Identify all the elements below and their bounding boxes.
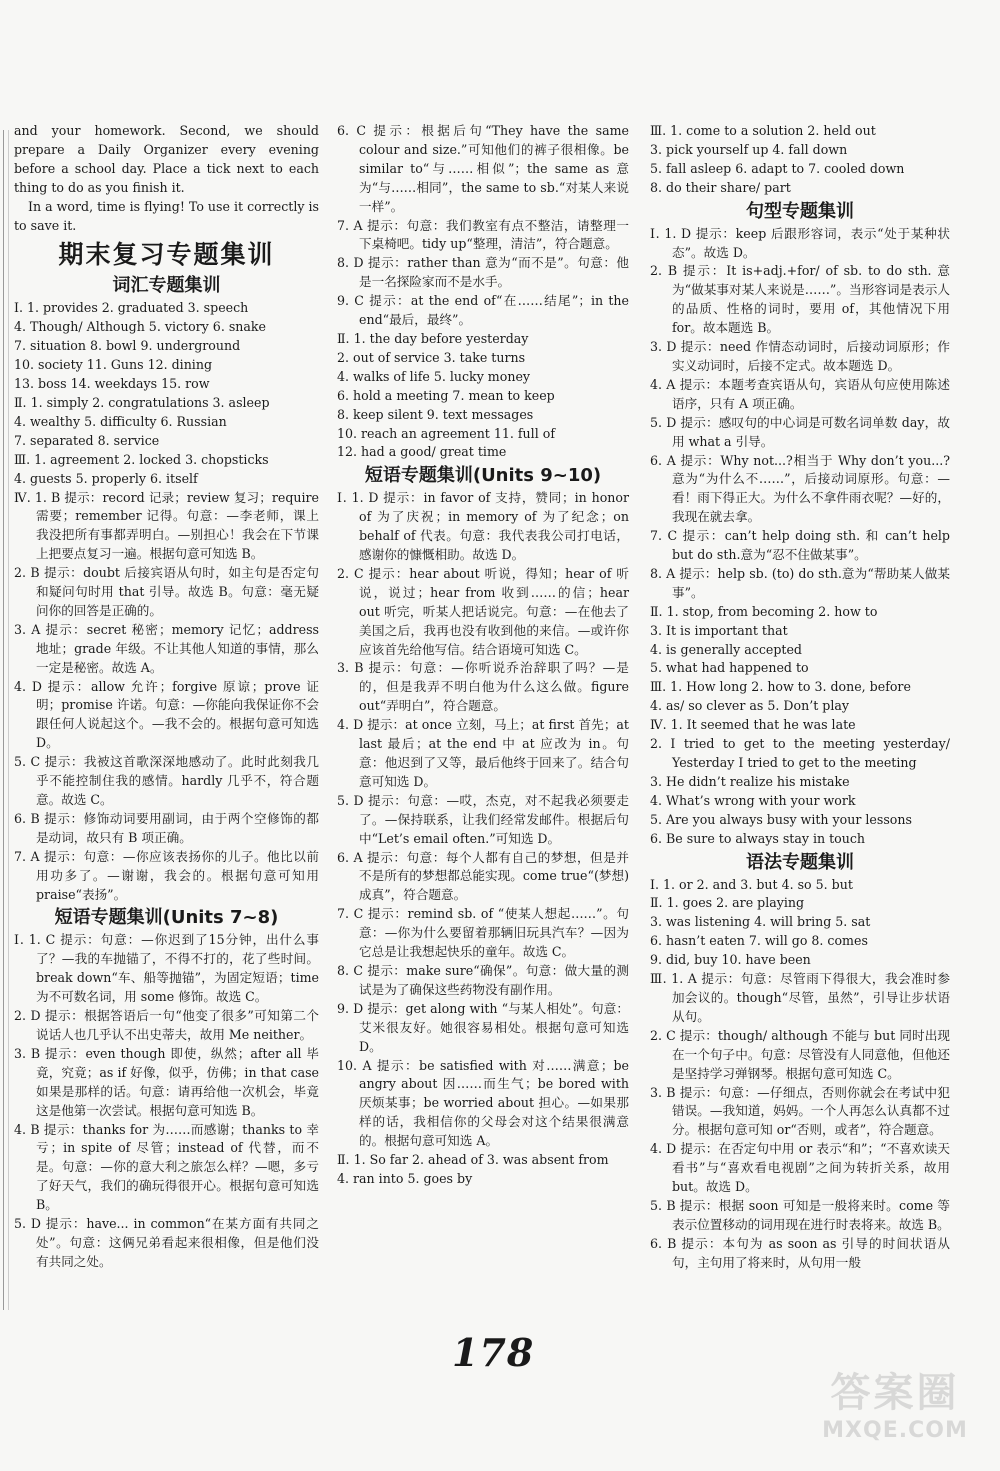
- answer-line: Ⅱ. 1. goes 2. are playing: [650, 895, 805, 911]
- answer-explanation: 2. B 提示：doubt 后接宾语从句时，如主句是否定句和疑问句时用 that 引导。故选 B。句意：毫无疑问你的回答是正确的。: [14, 565, 319, 618]
- answer-line: 5. what had happened to: [650, 660, 809, 676]
- answer-line: 8. do their share/ part: [650, 179, 791, 195]
- watermark-top-text: 答案圈: [830, 1370, 960, 1416]
- vocab-answer-list: [14, 299, 319, 488]
- phrase-78-answer-list: [337, 330, 629, 462]
- answer-line: Ⅲ. 1. How long 2. how to 3. done, before: [650, 679, 911, 695]
- answer-explanation: 6. B 提示：本句为 as soon as 引导的时间状语从句，主句用了将来时，从句用一般: [650, 1235, 950, 1270]
- answer-line: 6. hasn’t eaten 7. will go 8. comes: [650, 933, 868, 949]
- phrase-78-explanations-cont: [337, 122, 629, 330]
- answer-line: Ⅰ. 1. provides 2. graduated 3. speech: [14, 300, 249, 316]
- answer-explanation: Ⅲ. 1. A 提示：句意：尽管雨下得很大，我会准时参加会议的。though“尽管，虽然”，引导让步状语从句。: [650, 971, 950, 1024]
- answer-line: Ⅲ. 1. agreement 2. locked 3. chopsticks: [14, 451, 269, 467]
- column-middle: [337, 122, 629, 1189]
- watermark-logo: [810, 1361, 980, 1453]
- answer-line: Ⅱ. 1. the day before yesterday: [337, 330, 529, 346]
- phrase-78-explanations: [14, 931, 319, 1271]
- answer-explanation: Ⅰ. 1. C 提示：句意：—你迟到了15分钟，出什么事了？—我的车抛锚了，不得不打的，花了些时间。break down“车、船等抛锚”，为固定短语；time 为不可数名词，用 some 修饰。故选 C。: [14, 932, 319, 1005]
- section-title-grammar: 语法专题集训: [746, 851, 854, 873]
- answer-line: Ⅱ. 1. So far 2. ahead of 3. was absent from: [337, 1152, 609, 1168]
- section-title-sentence: 句型专题集训: [746, 200, 854, 222]
- answer-line: 10. reach an agreement 11. full of: [337, 425, 555, 441]
- grammar-explanations: [650, 970, 950, 1273]
- answer-line: 6. hold a meeting 7. mean to keep: [337, 387, 555, 403]
- answer-line: 4. What’s wrong with your work: [650, 792, 856, 808]
- answer-line: Ⅱ. 1. stop, from becoming 2. how to: [650, 603, 878, 619]
- binding-edge-line: [3, 130, 4, 1310]
- page-number: 178: [452, 1330, 535, 1375]
- answer-explanation: 2. B 提示：It is+adj.+for/ of sb. to do sth. 意为“做某事对某人来说是……”。当形容词是表示人的品质、性格的词时，要用 of，其他情况下用 for。故本题选 B。: [650, 263, 950, 336]
- column-right: [650, 122, 950, 1273]
- section-title-vocab: 词汇专题集训: [112, 275, 221, 297]
- answer-line: 3. It is important that: [650, 622, 788, 638]
- answer-line: 12. had a good/ great time: [337, 444, 507, 460]
- answer-explanation: 7. A 提示：句意：—你应该表扬你的儿子。他比以前用功多了。—谢谢，我会的。根据句意可知用 praise“表扬”。: [14, 848, 319, 902]
- answer-explanation: 3. B 提示：句意：—仔细点，否则你就会在考试中犯错误。—我知道，妈妈。一个人再怎么认真都不过分。根据句意可知 or“否则，或者”，符合题意。: [650, 1084, 950, 1138]
- answer-line: 7. situation 8. bowl 9. underground: [14, 338, 241, 354]
- answer-line: 10. society 11. Guns 12. dining: [14, 357, 213, 373]
- answer-line: 2. out of service 3. take turns: [337, 349, 526, 365]
- answer-explanation: 2. C 提示：though/ although 不能与 but 同时出现在一个句子中。句意：尽管没有人同意他，但他还是坚持学习弹钢琴。根据句意可知选 C。: [650, 1027, 950, 1081]
- answer-line: Ⅰ. 1. or 2. and 3. but 4. so 5. but: [650, 876, 853, 892]
- answer-line: Ⅳ. 1. It seemed that he was late: [650, 717, 856, 733]
- answer-explanation: 2. D 提示：根据答语后一句“他变了很多”可知第二个说话人也几乎认不出史蒂夫，故用 Me neither。: [14, 1008, 319, 1042]
- answer-line: 5. fall asleep 6. adapt to 7. cooled down: [650, 160, 905, 176]
- column-left: [14, 122, 319, 1272]
- answer-explanation: 5. C 提示：我被这首歌深深地感动了。此时此刻我几乎不能控制住我的感情。hardly 几乎不，符合题意。故选 C。: [14, 754, 319, 807]
- answer-explanation: 3. D 提示：need 作情态动词时，后接动词原形；作实义动词时，后接不定式。故本题选 D。: [650, 339, 950, 373]
- answer-line: Ⅲ. 1. come to a solution 2. held out: [650, 123, 876, 138]
- answer-explanation: Ⅳ. 1. B 提示：record 记录；review 复习；require 需要；remember 记得。句意：—李老师，课上我没把所有事都弄明白。—别担心！我会在下节课上把要点复习一遍。根据句意可知选 B。: [14, 489, 319, 562]
- answer-explanation: 4. D 提示：在否定句中用 or 表示“和”；“不喜欢读天看书”与“喜欢看电视剧”之间为转折关系，故用 but。故选 D。: [650, 1141, 950, 1195]
- answer-line: 6. Be sure to always stay in touch: [650, 830, 866, 846]
- answer-line: 8. keep silent 9. text messages: [337, 406, 534, 422]
- answer-explanation: 6. A 提示：句意：每个人都有自己的梦想，但是并不是所有的梦想都总能实现。come true“(梦想)成真”，符合题意。: [337, 849, 629, 903]
- answer-explanation: 3. A 提示：secret 秘密；memory 记忆；address 地址；grade 年级。不让其他人知道的事情，那么一定是秘密。故选 A。: [14, 621, 319, 675]
- answer-line: 4. ran into 5. goes by: [337, 1170, 473, 1186]
- answer-explanation: 4. B 提示：thanks for 为……而感谢；thanks to 幸亏；in spite of 尽管；instead of 代替，而不是。句意：—你的意大利之旅怎么样？—嗯，多亏了好天气，我们的确玩得很开心。根据句意可知选 B。: [14, 1121, 319, 1213]
- answer-explanation: 4. D 提示：at once 立刻，马上；at first 首先；at last 最后；at the end 中 at 应改为 in。句意：他迟到了又等，最后他终于回来了。结合句意可知选 D。: [337, 717, 629, 789]
- phrase-910-answer-list: [337, 1151, 629, 1189]
- answer-line: 7. separated 8. service: [14, 432, 160, 448]
- answer-explanation: Ⅰ. 1. D 提示：keep 后跟形容词，表示“处于某种状态”。故选 D。: [650, 225, 950, 260]
- answer-explanation: 10. A 提示：be satisfied with 对……满意；be angry about 因……而生气；be bored with 厌烦某事；be worried about 担心。—如果那样的话，我相信你的父母会对这个结果很满意的。根据句意可知选 A。: [337, 1057, 629, 1149]
- answer-line: 4. wealthy 5. difficulty 6. Russian: [14, 413, 227, 429]
- answer-explanation: 6. C 提示：根据后句“They have the same colour and size.”可知他们的裤子很相像。be similar to“与……相似”；the same as 意为“与……相同”，the same to sb.“对某人来说一样”。: [337, 123, 629, 214]
- answer-explanation: 6. B 提示：修饰动词要用副词，由于两个空修饰的都是动词，故只有 B 项正确。: [14, 810, 319, 845]
- answer-line: 4. is generally accepted: [650, 641, 802, 657]
- section-title-phrase-units-9-10: 短语专题集训(Units 9~10): [364, 465, 602, 487]
- main-title: 期末复习专题集训: [58, 240, 275, 270]
- answer-line: 9. did, buy 10. have been: [650, 952, 811, 968]
- answer-explanation: 5. B 提示：根据 soon 可知是一般将来时。come 等表示位置移动的词用现在进行时表将来。故选 B。: [650, 1197, 950, 1232]
- intro-paragraph: and your homework. Second, we should prepare a Daily Organizer every evening before a school day. Place a tick next to each thing to do as you finish it.: [14, 123, 319, 195]
- section-title-phrase-units-7-8: 短语专题集训(Units 7~8): [54, 907, 279, 929]
- answer-explanation: Ⅰ. 1. D 提示：in favor of 支持，赞同；in honor of 为了庆祝；in memory of 为了纪念；on behalf of 代表。句意：我代表我公司打电话，感谢你的慷慨相助。故选 D。: [337, 490, 629, 563]
- answer-line: 2. I tried to get to the meeting yesterday/ Yesterday I tried to get to the meeting: [650, 736, 950, 770]
- answer-line: 4. guests 5. properly 6. itself: [14, 470, 198, 486]
- binding-edge-line-inner: [8, 130, 9, 1310]
- sentence-answer-list: [650, 603, 950, 849]
- answer-explanation: 8. C 提示：make sure“确保”。句意：做大量的测试是为了确保这些药物没有副作用。: [337, 962, 629, 997]
- watermark-bottom-text: MXQE.COM: [822, 1418, 968, 1443]
- answer-line: 3. was listening 4. will bring 5. sat: [650, 914, 871, 930]
- answer-explanation: 8. D 提示：rather than 意为“而不是”。句意：他是一名探险家而不是水手。: [337, 255, 629, 290]
- answer-explanation: 4. D 提示：allow 允许；forgive 原谅；prove 证明；promise 许诺。句意：—你能向我保证你不会跟任何人说起这个。—我不会的。根据句意可知选 D。: [14, 678, 319, 751]
- vocab-explanations: [14, 489, 319, 905]
- answer-explanation: 3. B 提示：句意：—你听说乔治辞职了吗？—是的，但是我弄不明白他为什么这么做。figure out“弄明白”，符合题意。: [337, 660, 629, 714]
- answer-line: 5. Are you always busy with your lessons: [650, 811, 912, 827]
- sentence-explanations: [650, 225, 950, 603]
- answer-explanation: 5. D 提示：感叹句的中心词是可数名词单数 day，故用 what a 引导。: [650, 414, 950, 449]
- answer-line: 13. boss 14. weekdays 15. row: [14, 376, 210, 392]
- answer-explanation: 9. D 提示：get along with “与某人相处”。句意：艾米很友好。她很容易相处。根据句意可知选 D。: [337, 1000, 629, 1054]
- answer-line: 4. as/ so clever as 5. Don’t play: [650, 698, 849, 714]
- answer-explanation: 4. A 提示：本题考查宾语从句，宾语从句应使用陈述语序，只有 A 项正确。: [650, 376, 950, 411]
- answer-explanation: 3. B 提示：even though 即使，纵然；after all 毕竟，究竟；as if 好像，似乎，仿佛；in that case 如果是那样的话。句意：请再给他一次机会，毕竟这是他第一次尝试。根据句意可知选 B。: [14, 1045, 319, 1118]
- answer-explanation: 7. C 提示：remind sb. of “使某人想起……”。句意：—你为什么要留着那辆旧玩具汽车？—因为它总是让我想起快乐的童年。故选 C。: [337, 906, 629, 960]
- intro-paragraph: In a word, time is flying! To use it correctly is to save it.: [14, 198, 319, 233]
- answer-explanation: 7. C 提示：can’t help doing sth. 和 can’t help but do sth.意为“忍不住做某事”。: [650, 528, 950, 563]
- answer-explanation: 8. A 提示：help sb. (to) do sth.意为“帮助某人做某事”。: [650, 565, 950, 600]
- phrase-910-answer-list-cont: [650, 122, 950, 198]
- answer-explanation: 6. A 提示：Why not...?相当于 Why don’t you...?意为“为什么不……”，后接动词原形。句意：—看！雨下得正大。为什么不拿件雨衣呢？—好的，我现在就去拿。: [650, 452, 950, 525]
- answer-line: Ⅱ. 1. simply 2. congratulations 3. asleep: [14, 394, 270, 410]
- answer-explanation: 9. C 提示：at the end of“在……结尾”；in the end“最后，最终”。: [337, 293, 629, 328]
- answer-line: 4. walks of life 5. lucky money: [337, 368, 531, 384]
- answer-explanation: 7. A 提示：句意：我们教室有点不整洁，请整理一下桌椅吧。tidy up“整理，清洁”，符合题意。: [337, 217, 629, 252]
- grammar-answer-list: [650, 876, 950, 971]
- answer-explanation: 5. D 提示：have... in common“在某方面有共同之处”。句意：这俩兄弟看起来很相像，但是他们没有共同之处。: [14, 1216, 319, 1269]
- answer-line: 3. He didn’t realize his mistake: [650, 773, 850, 789]
- phrase-910-explanations: [337, 489, 629, 1151]
- answer-explanation: 5. D 提示：句意：—哎，杰克，对不起我必须要走了。—保持联系，让我们经常发邮件。根据后句中“Let’s email often.”可知选 D。: [337, 792, 629, 846]
- answer-line: 3. pick yourself up 4. fall down: [650, 141, 848, 157]
- answer-explanation: 2. C 提示：hear about 听说，得知；hear of 听说，说过；hear from 收到……的信；hear out 听完，听某人把话说完。句意：—在他去了美国之后，我再也没有收到他的来信。—或许你应该首先给他写信。结合语境可知选 C。: [337, 565, 629, 657]
- answer-line: 4. Though/ Although 5. victory 6. snake: [14, 319, 266, 335]
